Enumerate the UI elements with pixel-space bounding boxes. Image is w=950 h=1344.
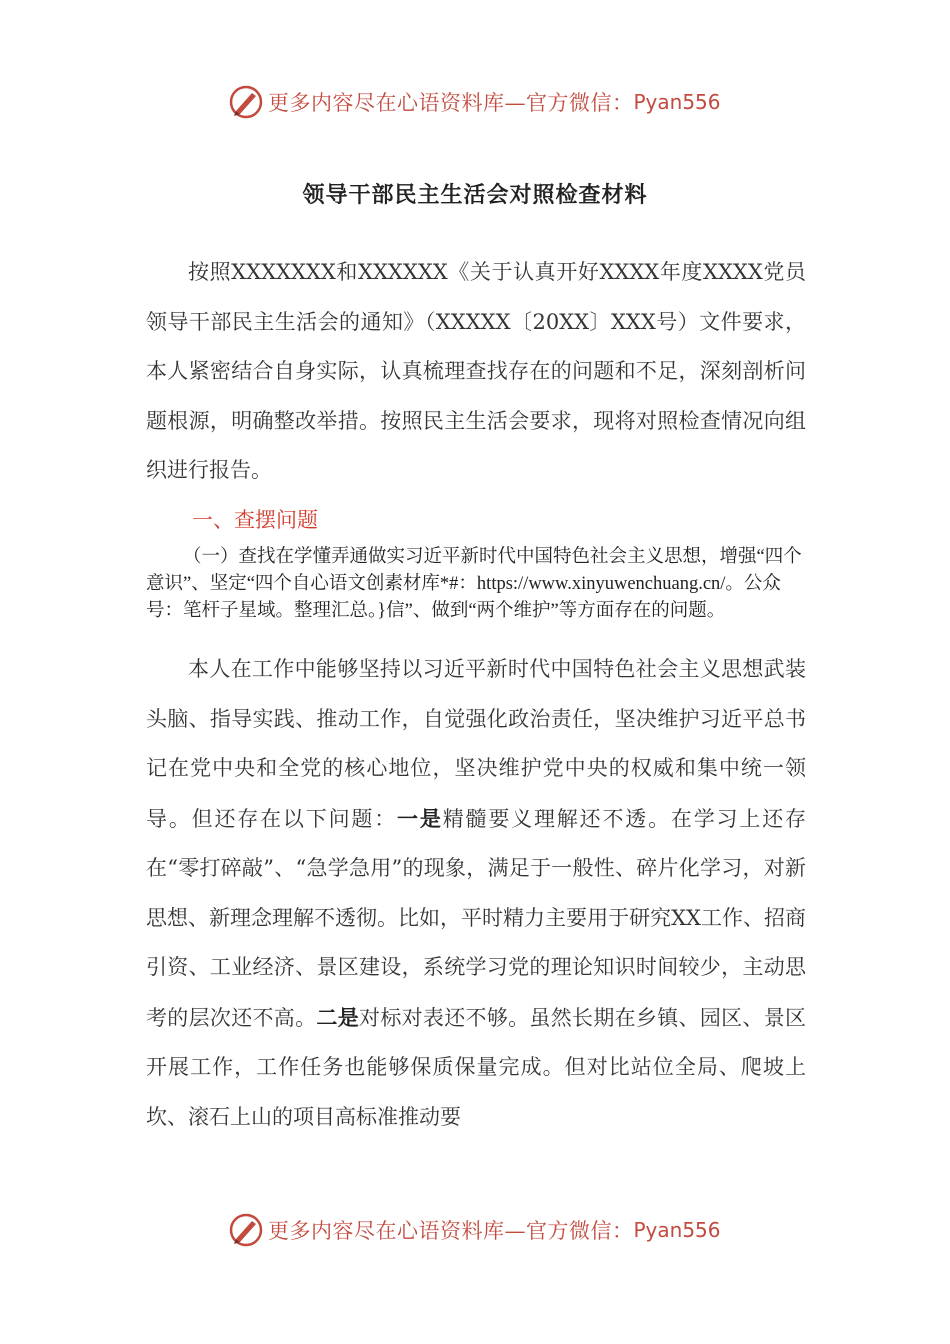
body-text-part2: 精髓要义理解还不透。在学习上还存在“零打碎敲”、“急学急用”的现象，满足于一般性、碎片化学习，对新思想、新理念理解不透彻。比如，平时精力主要用于研究XX工作、招商引资、工业经济、景区建设，系统学习党的理论知识时间较少，主动思考的层次还不高。 <box>146 806 807 1030</box>
document-title: 领导干部民主生活会对照检查材料 <box>302 182 648 208</box>
body-text-part3: 对标对表还不够。虽然长期在乡镇、园区、景区开展工作，工作任务也能够保质保量完成。但对比站位全局、爬坡上坎、滚石上山的项目高标准推动要 <box>146 1005 807 1129</box>
body-text-part1: 本人在工作中能够坚持以习近平新时代中国特色社会主义思想武装头脑、指导实践、推动工作，自觉强化政治责任，坚决维护习近平总书记在党中央和全党的核心地位，坚决维护党中央的权威和集中统一领导。但还存在以下问题： <box>146 657 806 831</box>
banner-wechat-id: Pyan556 <box>633 1218 721 1242</box>
intro-paragraph: 按照XXXXXXX和XXXXXX《关于认真开好XXXX年度XXXX党员领导干部民主生活会的通知》（XXXXX〔20XX〕XXX号）文件要求，本人紧密结合自身实际，认真梳理查找存在的问题和不足，深刻剖析问题根源，明确整改举措。按照民主生活会要求，现将对照检查情况向组织进行报告。 <box>146 260 806 482</box>
subsection-heading: （一）查找在学懂弄通做实习近平新时代中国特色社会主义思想，增强“四个意识”、坚定“四个自心语文创素材库*#：https://www.xinyuwenchuang.cn/。公众号：笔杆子星域。整理汇总。}信”、做到“两个维护”等方面存在的问题。 <box>146 547 802 621</box>
section-heading: 一、查摆问题 <box>192 508 318 532</box>
pen-logo-icon <box>228 1212 264 1248</box>
watermark-banner-top <box>228 82 721 122</box>
pen-logo-icon <box>228 84 264 120</box>
body-paragraph <box>146 645 806 1142</box>
watermark-banner-bottom <box>228 1210 721 1250</box>
banner-text: 更多内容尽在心语资料库—官方微信： <box>268 1219 634 1243</box>
point-marker-1: 一是 <box>397 805 443 831</box>
banner-text: 更多内容尽在心语资料库—官方微信： <box>268 91 634 115</box>
banner-wechat-id: Pyan556 <box>633 90 721 114</box>
point-marker-2: 二是 <box>316 1004 360 1030</box>
